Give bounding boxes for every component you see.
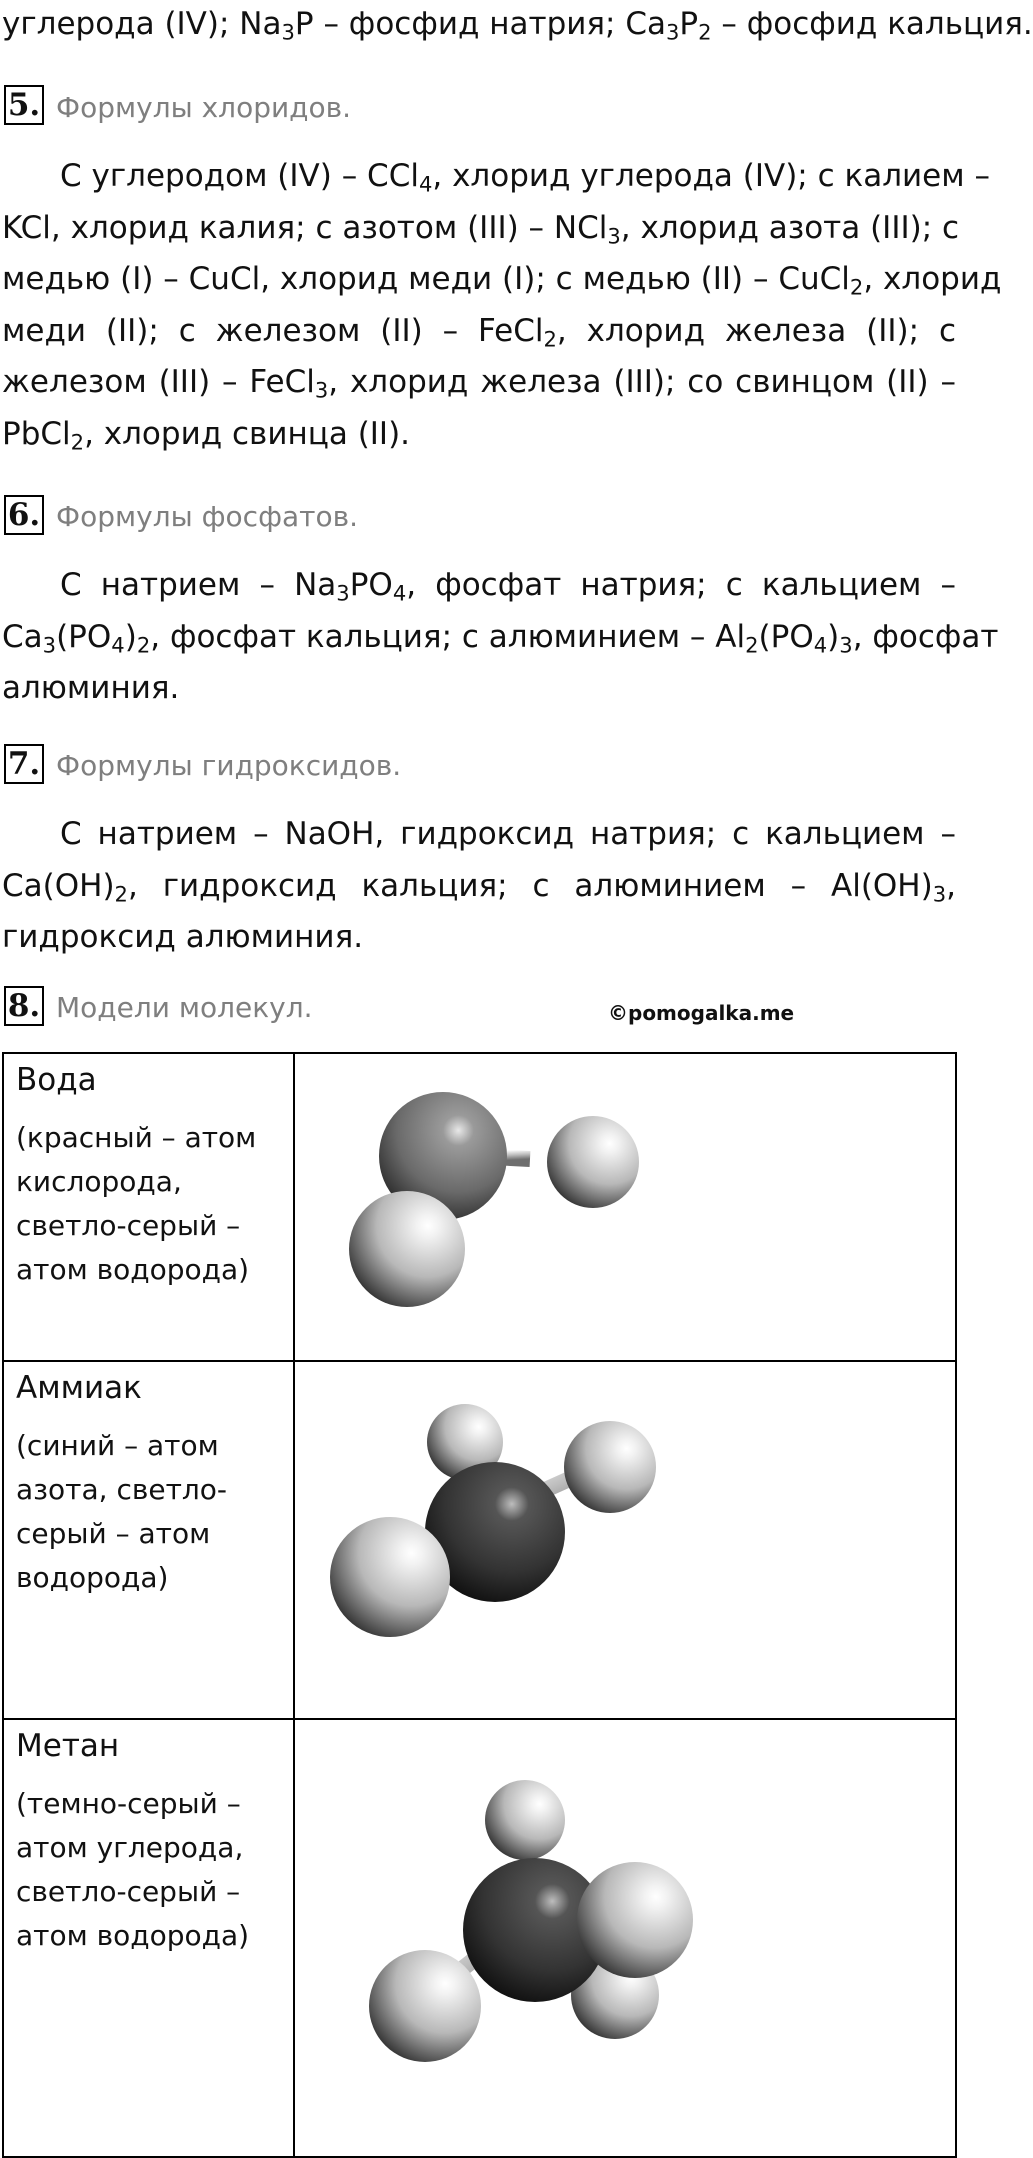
section-title-7: Формулы гидроксидов. [56,749,402,782]
water-molecule-model-icon [295,1054,955,1354]
desc-line: атом водорода) [16,1253,250,1286]
section-number-8: 8. [4,986,44,1026]
molecule-description [16,1424,281,1600]
molecule-description [16,1782,281,1958]
section-title-5: Формулы хлоридов. [56,91,352,124]
section-title-8: Модели молекул. [56,991,313,1024]
molecule-description [16,1116,281,1292]
section-number-6: 6. [4,495,44,535]
desc-line: светло-серый – [16,1875,241,1908]
table-row [3,1719,956,2157]
desc-line: (синий – атом [16,1429,219,1462]
s5-line-1: С углеродом (IV) – CCl$_4$, хлорид углерода (IV); с калием – [60,158,990,197]
desc-line: (красный – атом [16,1121,257,1154]
desc-line: азота, светло- [16,1473,228,1506]
s6-line-2: $Ca_3(PO_4)_2$, фосфат кальция; с алюминием – $Al_2(PO_4)_3$, фосфат [2,619,999,658]
molecules-table [2,1052,957,2158]
desc-line: атом углерода, [16,1831,244,1864]
section-number-5: 5. [4,85,44,125]
s5-line-6: PbCl$_2$, хлорид свинца (II). [2,416,411,455]
molecule-name: Вода [16,1062,97,1098]
desc-line: (темно-серый – [16,1787,241,1820]
section-title-6: Формулы фосфатов. [56,500,359,533]
s5-line-2: KCl, хлорид калия; с азотом (III) – NCl$_3$, хлорид азота (III); с [2,210,960,249]
s7-line-3: гидроксид алюминия. [2,919,364,955]
s5-line-3: медью (I) – CuCl, хлорид меди (I); с медью (II) – CuCl$_2$, хлорид [2,261,1002,300]
table-row [3,1053,956,1361]
desc-line: атом водорода) [16,1919,250,1952]
molecule-name: Аммиак [16,1370,142,1406]
s7-line-2: $Ca(OH)_2$, гидроксид кальция; с алюминием – $Al(OH)_3$, [2,868,956,907]
section-number-7: 7. [4,744,44,784]
desc-line: кислорода, [16,1165,182,1198]
s5-line-4: меди (II); с железом (II) – FeCl$_2$, хлорид железа (II); с [2,313,956,352]
s6-line-1: С натрием – $Na_3PO_4$, фосфат натрия; с кальцием – [60,567,957,606]
methane-molecule-model-icon [295,1720,955,2130]
molecule-name: Метан [16,1728,120,1764]
intro-line: углерода (IV); $Na_3P$ – фосфид натрия; $Ca_3P_2$ – фосфид кальция. [2,6,1033,45]
desc-line: светло-серый – [16,1209,241,1242]
ammonia-molecule-model-icon [295,1362,955,1702]
s5-line-5: железом (III) – FeCl$_3$, хлорид железа (III); со свинцом (II) – [2,364,956,403]
s6-line-3: алюминия. [2,670,180,706]
desc-line: серый – атом [16,1517,211,1550]
desc-line: водорода) [16,1561,169,1594]
watermark: ©pomogalka.me [608,1001,795,1025]
table-row [3,1361,956,1719]
s7-line-1: С натрием – NaOH, гидроксид натрия; с кальцием – [60,816,956,852]
